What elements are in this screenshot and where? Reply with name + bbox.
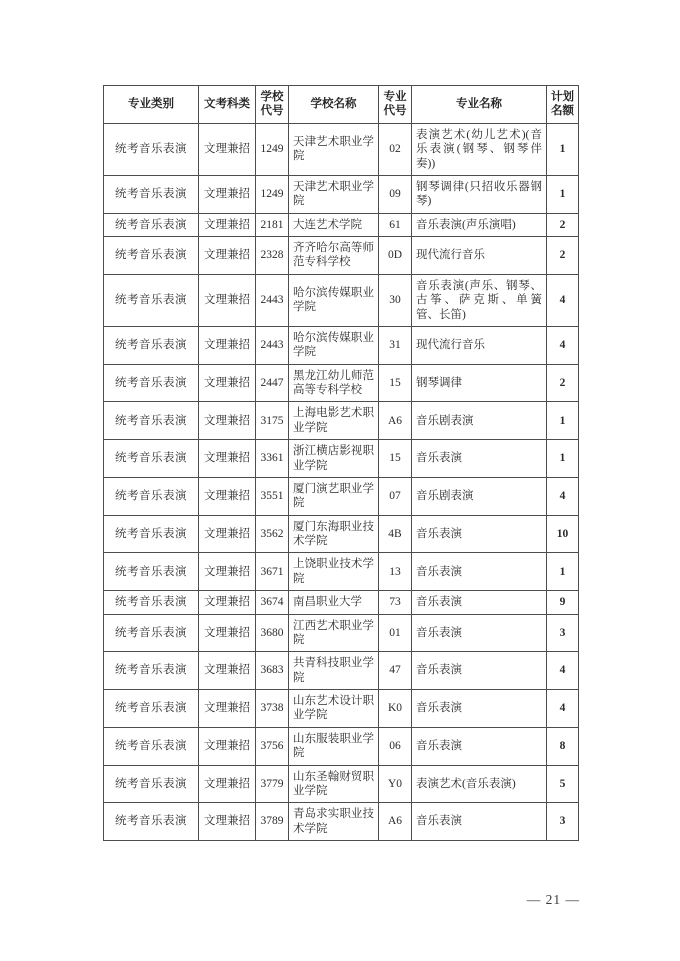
cell-school-code: 3779 [256,765,289,803]
cell-major-category: 统考音乐表演 [104,591,199,614]
table-row [104,364,579,402]
cell-quota: 3 [547,803,579,841]
cell-major-category: 统考音乐表演 [104,652,199,690]
header-major-code: 专业代号 [379,86,412,124]
cell-exam-category: 文理兼招 [199,237,256,275]
cell-exam-category: 文理兼招 [199,477,256,515]
cell-quota: 5 [547,765,579,803]
cell-school-code: 3680 [256,614,289,652]
cell-major-category: 统考音乐表演 [104,123,199,175]
cell-major-category: 统考音乐表演 [104,477,199,515]
cell-major-category: 统考音乐表演 [104,440,199,478]
cell-major-code: 4B [379,515,412,553]
cell-major-code: K0 [379,690,412,728]
cell-quota: 1 [547,440,579,478]
cell-school-name: 大连艺术学院 [289,213,379,236]
cell-major-category: 统考音乐表演 [104,727,199,765]
cell-school-name: 江西艺术职业学院 [289,614,379,652]
cell-school-name: 天津艺术职业学院 [289,123,379,175]
cell-major-code: Y0 [379,765,412,803]
cell-major-code: 07 [379,477,412,515]
cell-exam-category: 文理兼招 [199,803,256,841]
cell-exam-category: 文理兼招 [199,765,256,803]
cell-school-code: 2181 [256,213,289,236]
cell-quota: 4 [547,477,579,515]
cell-school-name: 厦门东海职业技术学院 [289,515,379,553]
cell-school-name: 上海电影艺术职业学院 [289,402,379,440]
cell-school-name: 黑龙江幼儿师范高等专科学校 [289,364,379,402]
cell-major-name: 音乐表演 [412,515,547,553]
cell-major-code: 61 [379,213,412,236]
cell-major-name: 钢琴调律 [412,364,547,402]
cell-school-name: 哈尔滨传媒职业学院 [289,274,379,326]
cell-exam-category: 文理兼招 [199,652,256,690]
cell-quota: 8 [547,727,579,765]
header-major-name: 专业名称 [412,86,547,124]
cell-exam-category: 文理兼招 [199,402,256,440]
cell-exam-category: 文理兼招 [199,213,256,236]
cell-quota: 10 [547,515,579,553]
cell-major-name: 现代流行音乐 [412,326,547,364]
cell-exam-category: 文理兼招 [199,591,256,614]
cell-major-category: 统考音乐表演 [104,402,199,440]
cell-major-name: 表演艺术(音乐表演) [412,765,547,803]
cell-major-name: 音乐表演(声乐、钢琴、古筝、萨克斯、单簧管、长笛) [412,274,547,326]
cell-major-name: 表演艺术(幼儿艺术)(音乐表演(钢琴、钢琴伴奏)) [412,123,547,175]
cell-school-name: 山东服装职业学院 [289,727,379,765]
cell-school-name: 天津艺术职业学院 [289,175,379,213]
table-row [104,402,579,440]
cell-school-name: 浙江横店影视职业学院 [289,440,379,478]
cell-exam-category: 文理兼招 [199,614,256,652]
table-row [104,652,579,690]
cell-major-name: 音乐表演(声乐演唱) [412,213,547,236]
table-row [104,440,579,478]
cell-quota: 2 [547,213,579,236]
cell-school-name: 哈尔滨传媒职业学院 [289,326,379,364]
cell-major-name: 音乐剧表演 [412,402,547,440]
cell-major-category: 统考音乐表演 [104,364,199,402]
header-quota: 计划名额 [547,86,579,124]
table-body [104,123,579,840]
cell-school-name: 上饶职业技术学院 [289,553,379,591]
cell-school-code: 2328 [256,237,289,275]
cell-quota: 3 [547,614,579,652]
cell-major-code: 13 [379,553,412,591]
cell-school-code: 3175 [256,402,289,440]
cell-major-category: 统考音乐表演 [104,803,199,841]
cell-major-name: 音乐表演 [412,690,547,728]
cell-major-name: 现代流行音乐 [412,237,547,275]
cell-major-name: 音乐表演 [412,727,547,765]
cell-exam-category: 文理兼招 [199,553,256,591]
cell-school-code: 3562 [256,515,289,553]
table-row [104,274,579,326]
header-school-name: 学校名称 [289,86,379,124]
cell-school-code: 2443 [256,326,289,364]
cell-quota: 4 [547,652,579,690]
admission-plan-table [103,85,579,841]
cell-school-code: 3756 [256,727,289,765]
cell-major-category: 统考音乐表演 [104,175,199,213]
cell-school-name: 南昌职业大学 [289,591,379,614]
cell-major-name: 钢琴调律(只招收乐器钢琴) [412,175,547,213]
table-row [104,326,579,364]
cell-major-category: 统考音乐表演 [104,213,199,236]
table-row [104,591,579,614]
cell-school-code: 3671 [256,553,289,591]
cell-exam-category: 文理兼招 [199,274,256,326]
cell-major-name: 音乐表演 [412,553,547,591]
table-row [104,614,579,652]
cell-exam-category: 文理兼招 [199,364,256,402]
cell-school-name: 青岛求实职业技术学院 [289,803,379,841]
cell-exam-category: 文理兼招 [199,175,256,213]
cell-school-name: 共青科技职业学院 [289,652,379,690]
cell-exam-category: 文理兼招 [199,326,256,364]
cell-quota: 1 [547,175,579,213]
cell-major-code: 73 [379,591,412,614]
cell-school-code: 1249 [256,175,289,213]
cell-major-category: 统考音乐表演 [104,690,199,728]
table-row [104,477,579,515]
cell-exam-category: 文理兼招 [199,123,256,175]
cell-school-code: 2443 [256,274,289,326]
header-school-code: 学校代号 [256,86,289,124]
cell-major-category: 统考音乐表演 [104,326,199,364]
cell-quota: 2 [547,364,579,402]
cell-quota: 2 [547,237,579,275]
cell-major-code: A6 [379,402,412,440]
cell-school-code: 1249 [256,123,289,175]
cell-school-name: 山东艺术设计职业学院 [289,690,379,728]
cell-school-code: 3551 [256,477,289,515]
table-header-row [104,86,579,124]
cell-major-name: 音乐表演 [412,803,547,841]
table-row [104,123,579,175]
table-row [104,175,579,213]
cell-major-code: 31 [379,326,412,364]
table-row [104,690,579,728]
cell-major-category: 统考音乐表演 [104,765,199,803]
cell-quota: 4 [547,274,579,326]
cell-exam-category: 文理兼招 [199,515,256,553]
cell-major-code: 0D [379,237,412,275]
cell-school-name: 厦门演艺职业学院 [289,477,379,515]
cell-major-category: 统考音乐表演 [104,515,199,553]
cell-quota: 1 [547,402,579,440]
cell-major-code: 15 [379,364,412,402]
cell-major-code: 09 [379,175,412,213]
table-row [104,515,579,553]
cell-major-name: 音乐表演 [412,652,547,690]
cell-quota: 4 [547,326,579,364]
cell-school-code: 3361 [256,440,289,478]
cell-major-name: 音乐表演 [412,440,547,478]
cell-quota: 9 [547,591,579,614]
cell-major-name: 音乐表演 [412,614,547,652]
cell-major-code: 47 [379,652,412,690]
cell-major-code: 15 [379,440,412,478]
cell-major-category: 统考音乐表演 [104,614,199,652]
cell-quota: 1 [547,123,579,175]
cell-exam-category: 文理兼招 [199,727,256,765]
cell-major-code: A6 [379,803,412,841]
cell-major-code: 01 [379,614,412,652]
cell-major-code: 02 [379,123,412,175]
cell-school-name: 山东圣翰财贸职业学院 [289,765,379,803]
cell-major-category: 统考音乐表演 [104,237,199,275]
page-number: — 21 — [526,892,580,907]
table-row [104,765,579,803]
cell-school-code: 3674 [256,591,289,614]
header-major-category: 专业类别 [104,86,199,124]
table-row [104,803,579,841]
table-row [104,213,579,236]
cell-major-code: 30 [379,274,412,326]
cell-school-code: 2447 [256,364,289,402]
table-row [104,553,579,591]
cell-major-code: 06 [379,727,412,765]
cell-quota: 4 [547,690,579,728]
cell-school-name: 齐齐哈尔高等师范专科学校 [289,237,379,275]
cell-school-code: 3683 [256,652,289,690]
cell-quota: 1 [547,553,579,591]
cell-school-code: 3789 [256,803,289,841]
table-header [104,86,579,124]
cell-school-code: 3738 [256,690,289,728]
table-row [104,727,579,765]
cell-major-name: 音乐表演 [412,591,547,614]
cell-major-category: 统考音乐表演 [104,274,199,326]
cell-exam-category: 文理兼招 [199,440,256,478]
header-exam-category: 文考科类 [199,86,256,124]
cell-exam-category: 文理兼招 [199,690,256,728]
table-row [104,237,579,275]
cell-major-name: 音乐剧表演 [412,477,547,515]
cell-major-category: 统考音乐表演 [104,553,199,591]
